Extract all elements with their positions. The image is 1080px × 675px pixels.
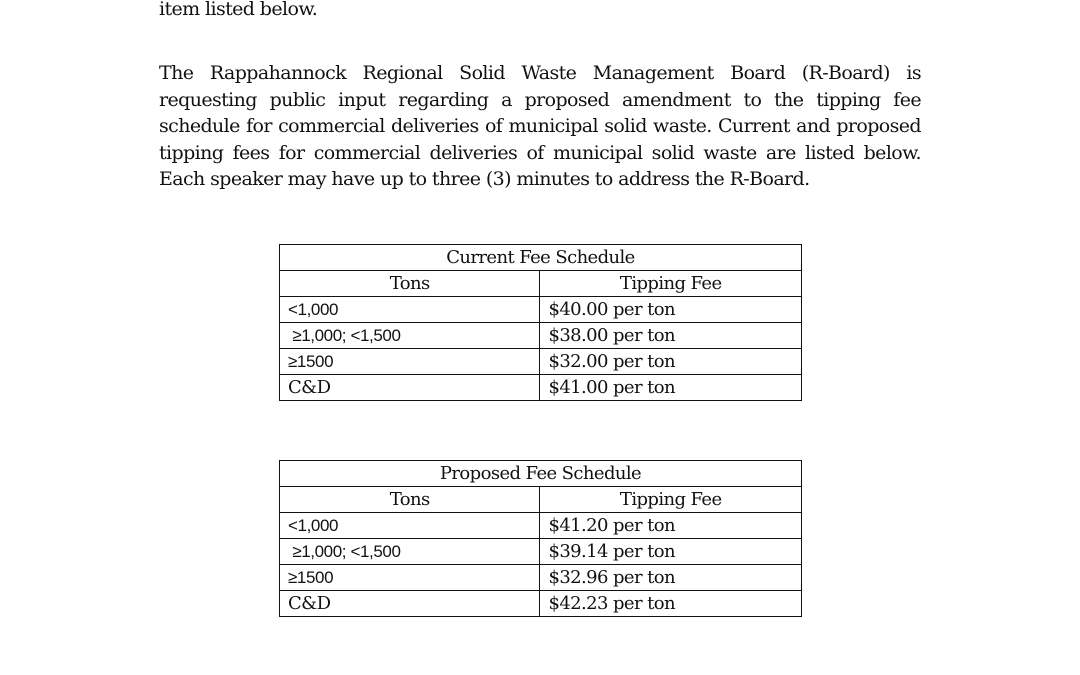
table-row: [280, 513, 802, 539]
current-tons-cell: ≥1,000; <1,500: [280, 323, 540, 349]
proposed-tons-cell: ≥1,000; <1,500: [280, 539, 540, 565]
proposed-fee-cell: $32.96 per ton: [540, 565, 802, 591]
current-fee-header: Tipping Fee: [540, 271, 802, 297]
proposed-tons-cell: ≥1500: [280, 565, 540, 591]
current-fee-cell: $41.00 per ton: [540, 375, 802, 401]
table-row: [280, 323, 802, 349]
table-row: [280, 375, 802, 401]
table-row: [280, 591, 802, 617]
top-text-fragment: [159, 0, 921, 22]
table-row: [280, 539, 802, 565]
current-fee-cell: $32.00 per ton: [540, 349, 802, 375]
proposed-tons-cell: <1,000: [280, 513, 540, 539]
proposed-fee-header: Tipping Fee: [540, 487, 802, 513]
proposed-fee-table: [279, 460, 802, 617]
table-row: [280, 349, 802, 375]
current-tons-cell: <1,000: [280, 297, 540, 323]
current-tons-cell: C&D: [280, 375, 540, 401]
proposed-fee-cell: $41.20 per ton: [540, 513, 802, 539]
proposed-fee-cell: $39.14 per ton: [540, 539, 802, 565]
table-row: [280, 297, 802, 323]
proposed-fee-cell: $42.23 per ton: [540, 591, 802, 617]
current-fee-title: Current Fee Schedule: [280, 245, 802, 271]
intro-paragraph: The Rappahannock Regional Solid Waste Management Board (R-Board) is requesting public input regarding a proposed amendment to the tipping fee schedule for commercial deliveries of municipal solid waste. Current and proposed tipping fees for commercial deliveries of municipal solid waste are listed below. Each speaker may have up to three (3) minutes to address the R-Board.: [159, 62, 921, 190]
table-row: [280, 565, 802, 591]
current-fee-table: [279, 244, 802, 401]
proposed-fee-title: Proposed Fee Schedule: [280, 461, 802, 487]
proposed-tons-cell: C&D: [280, 591, 540, 617]
current-fee-cell: $38.00 per ton: [540, 323, 802, 349]
current-tons-cell: ≥1500: [280, 349, 540, 375]
current-fee-cell: $40.00 per ton: [540, 297, 802, 323]
top-fragment-text: item listed below.: [159, 0, 318, 20]
current-tons-header: Tons: [280, 271, 540, 297]
proposed-tons-header: Tons: [280, 487, 540, 513]
